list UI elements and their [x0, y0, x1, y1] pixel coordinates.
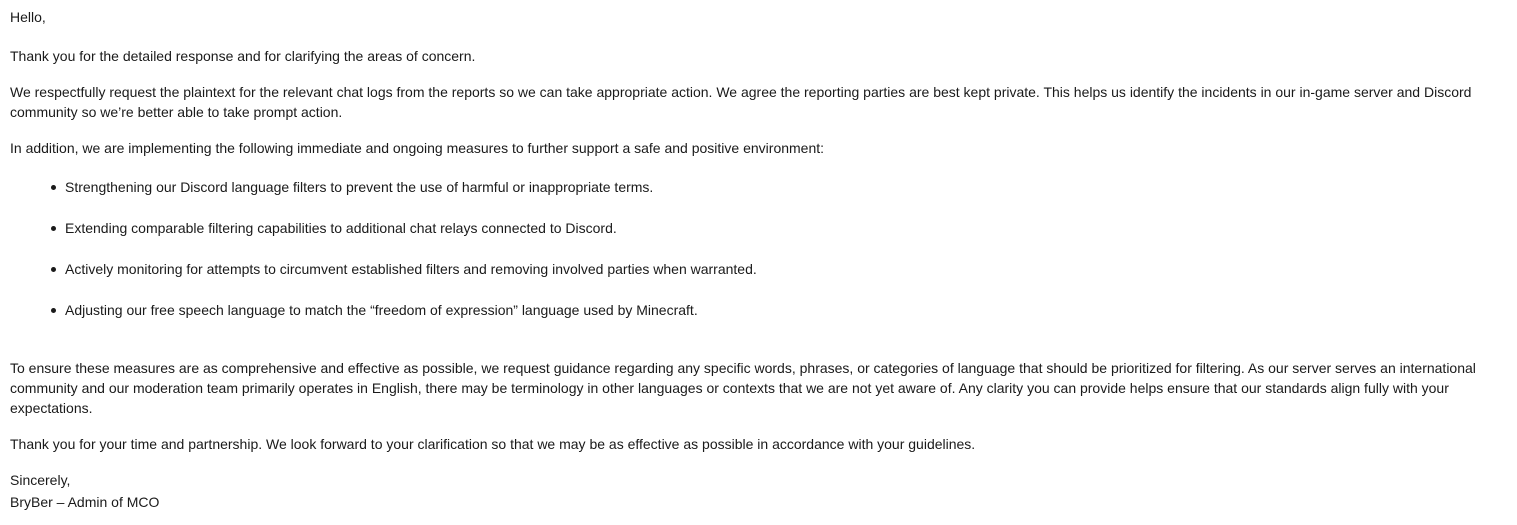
measure-text: Adjusting our free speech language to match the “freedom of expression” language used by Minecraft.: [65, 302, 698, 318]
paragraph-request-logs: We respectfully request the plaintext for the relevant chat logs from the reports so we can take appropriate action. We agree the reporting parties are best kept private. This helps us identify the incidents in our in-game server and Discord community so we’re better able to take prompt action.: [10, 84, 1472, 120]
paragraph-closing-thanks: Thank you for your time and partnership. We look forward to your clarification so that we may be as effective as possible in accordance with your guidelines.: [10, 436, 976, 452]
measures-list: [10, 177, 1507, 320]
paragraph-thanks-intro: Thank you for the detailed response and for clarifying the areas of concern.: [10, 48, 476, 64]
list-item: [65, 259, 1507, 279]
signature-block: [10, 470, 1507, 512]
greeting: Hello,: [10, 9, 46, 25]
paragraph-measures-intro: In addition, we are implementing the following immediate and ongoing measures to further support a safe and positive environment:: [10, 140, 825, 156]
signature-closing: Sincerely,: [10, 472, 71, 488]
list-item: [65, 218, 1507, 238]
list-item: [65, 300, 1507, 320]
measure-text: Strengthening our Discord language filters to prevent the use of harmful or inappropriate terms.: [65, 179, 654, 195]
paragraph-guidance-request: To ensure these measures are as comprehensive and effective as possible, we request guidance regarding any specific words, phrases, or categories of language that should be prioritized for filtering. As our server serves an international community and our moderation team primarily operates in English, there may be terminology in other languages or contexts that we are not yet aware of. Any clarity you can provide helps ensure that our standards align fully with your expectations.: [10, 360, 1476, 416]
measure-text: Actively monitoring for attempts to circumvent established filters and removing involved parties when warranted.: [65, 261, 757, 277]
signature-name: BryBer – Admin of MCO: [10, 494, 160, 510]
list-item: [65, 177, 1507, 197]
measure-text: Extending comparable filtering capabilities to additional chat relays connected to Discord.: [65, 220, 617, 236]
